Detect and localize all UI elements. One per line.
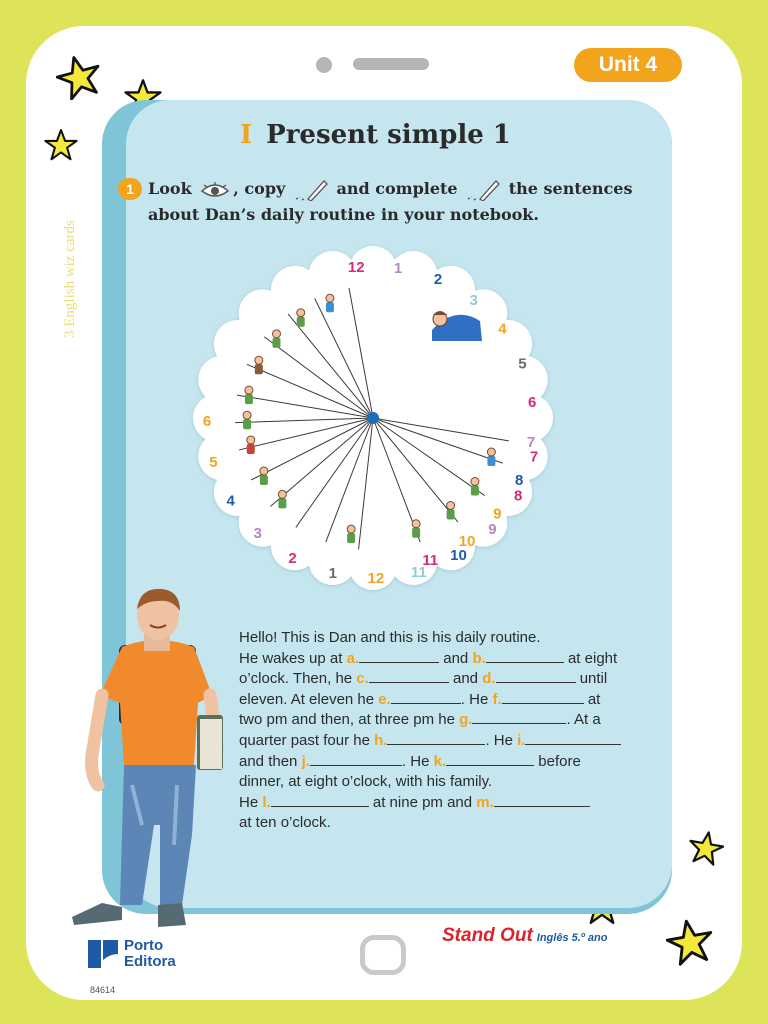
instr-line2: about Dan’s daily routine in your notebook. — [148, 205, 539, 224]
daily-routine-clock — [170, 235, 580, 605]
title-text: Present simple 1 — [266, 120, 511, 150]
blank-letter: h. — [374, 731, 388, 749]
blank-letter: j. — [301, 752, 310, 770]
publisher-name-line1: Porto — [124, 937, 164, 954]
blank-line — [446, 753, 534, 766]
clock-number: 10 — [458, 532, 476, 550]
boy-photo — [62, 585, 232, 935]
text-fragment: and then — [239, 752, 298, 770]
text-fragment: o’clock. Then, he — [239, 670, 353, 688]
activity-figure — [487, 448, 495, 466]
clock-number: 5 — [518, 355, 527, 373]
instr-complete: and complete — [336, 179, 458, 198]
text-line — [239, 710, 659, 731]
brand-logo — [442, 925, 607, 947]
clock-number: 1 — [328, 565, 338, 583]
blank-line — [391, 691, 461, 704]
camera-dot — [316, 57, 332, 73]
activity-figure — [272, 330, 280, 348]
exercise-instruction — [118, 176, 658, 228]
text-fragment: . He — [401, 752, 430, 770]
brand-title: Stand Out — [442, 925, 533, 946]
text-fragment: . At a — [566, 711, 601, 729]
text-fragment: at — [587, 690, 601, 708]
clock-number: 11 — [410, 563, 427, 581]
clock-number: 1 — [393, 259, 403, 277]
activity-figure — [255, 356, 263, 374]
text-fragment: until — [579, 670, 608, 688]
blank-line — [502, 691, 584, 704]
home-button[interactable] — [360, 935, 406, 975]
activity-figure — [245, 386, 253, 404]
blank-line — [359, 650, 439, 663]
text-line — [239, 649, 659, 670]
side-label: 3 English wiz cards — [62, 220, 78, 338]
clock-number: 4 — [498, 320, 507, 338]
blank-letter: k. — [433, 752, 447, 770]
clock-number: 9 — [488, 521, 497, 539]
blank-letter: d. — [482, 670, 496, 688]
blank-line — [271, 794, 369, 807]
clock-number: 9 — [493, 505, 502, 523]
clock-number: 8 — [514, 471, 524, 489]
blank-letter: i. — [517, 731, 526, 749]
blank-line — [525, 732, 621, 745]
clock-number: 7 — [529, 448, 539, 466]
page-code: 84614 — [90, 985, 116, 995]
text-fragment: before — [538, 752, 581, 770]
blank-letter: g. — [459, 711, 473, 729]
blank-line — [472, 711, 566, 724]
star-icon — [44, 128, 78, 162]
title-roman: I — [240, 120, 253, 150]
blank-line — [494, 794, 590, 807]
clock-number: 2 — [433, 271, 443, 289]
text-fragment: and — [443, 649, 469, 667]
text-fragment: at nine pm and — [372, 793, 473, 811]
text-line — [239, 669, 659, 690]
text-line: at ten o’clock. — [239, 814, 331, 832]
instr-copy: , copy — [233, 179, 286, 198]
text-fragment: He wakes up at — [239, 649, 343, 667]
text-line — [239, 752, 659, 773]
blank-line — [310, 753, 402, 766]
text-fragment: and — [452, 670, 479, 688]
unit-badge: Unit 4 — [574, 48, 682, 82]
activity-figure — [297, 309, 305, 327]
text-line — [239, 690, 659, 711]
text-fragment: . He — [460, 690, 489, 708]
blank-letter: a. — [346, 649, 360, 667]
clock-number: 3 — [253, 525, 262, 543]
clock-number: 4 — [226, 492, 235, 510]
star-icon — [56, 54, 102, 100]
blank-line — [486, 650, 564, 663]
activity-figure — [326, 294, 334, 312]
speaker-slot — [353, 58, 429, 70]
blank-letter: l. — [262, 793, 271, 811]
clock-number: 3 — [469, 291, 478, 309]
publisher-name-line2: Editora — [124, 953, 176, 970]
text-fragment: eleven. At eleven he — [239, 690, 375, 708]
clock-number: 2 — [288, 549, 297, 567]
activity-figure — [243, 411, 251, 429]
blank-line — [369, 670, 449, 683]
clock-number: 12 — [367, 569, 385, 587]
clock-number: 10 — [450, 547, 467, 565]
page-title — [240, 120, 511, 150]
clock-number: 12 — [347, 258, 365, 276]
clock-center — [367, 412, 379, 424]
star-icon — [666, 918, 714, 966]
brand-subtitle: Inglês 5.º ano — [536, 932, 608, 944]
star-icon — [688, 830, 724, 866]
eye-icon — [200, 181, 230, 199]
activity-figure — [447, 502, 455, 520]
activity-figure — [260, 467, 268, 485]
text-line: Hello! This is Dan and this is his daily routine. — [239, 629, 541, 646]
clock-number: 6 — [527, 394, 537, 412]
text-line — [239, 731, 659, 752]
clock-number: 7 — [526, 433, 536, 451]
clock-number: 6 — [202, 412, 212, 430]
blank-line — [387, 732, 485, 745]
clock-number: 5 — [209, 454, 218, 472]
text-fragment: at eight — [567, 649, 618, 667]
publisher-logo — [88, 938, 176, 970]
pencil-icon — [294, 179, 328, 201]
routine-text — [239, 628, 659, 834]
blank-letter: c. — [356, 670, 369, 688]
blank-letter: e. — [378, 690, 391, 708]
pencil-icon — [466, 179, 500, 201]
clock-number: 8 — [514, 487, 523, 505]
activity-figure — [247, 436, 255, 454]
activity-figure — [278, 490, 286, 508]
instr-look: Look — [148, 179, 192, 198]
exercise-number-badge: 1 — [118, 178, 142, 200]
text-fragment: quarter past four he — [239, 731, 370, 749]
blank-letter: b. — [472, 649, 486, 667]
text-line — [239, 793, 659, 814]
activity-figure — [347, 525, 355, 543]
blank-letter: m. — [476, 793, 494, 811]
activity-figure — [471, 478, 479, 496]
activity-figure — [412, 520, 420, 538]
instr-rest: the sentences — [508, 179, 633, 198]
clock-number: 11 — [422, 551, 439, 569]
text-fragment: two pm and then, at three pm he — [239, 711, 455, 729]
porto-editora-icon — [88, 940, 118, 968]
text-line: dinner, at eight o’clock, with his family. — [239, 773, 493, 791]
blank-line — [496, 670, 576, 683]
text-fragment: He — [239, 793, 259, 811]
text-fragment: . He — [485, 731, 513, 749]
blank-letter: f. — [492, 690, 502, 708]
